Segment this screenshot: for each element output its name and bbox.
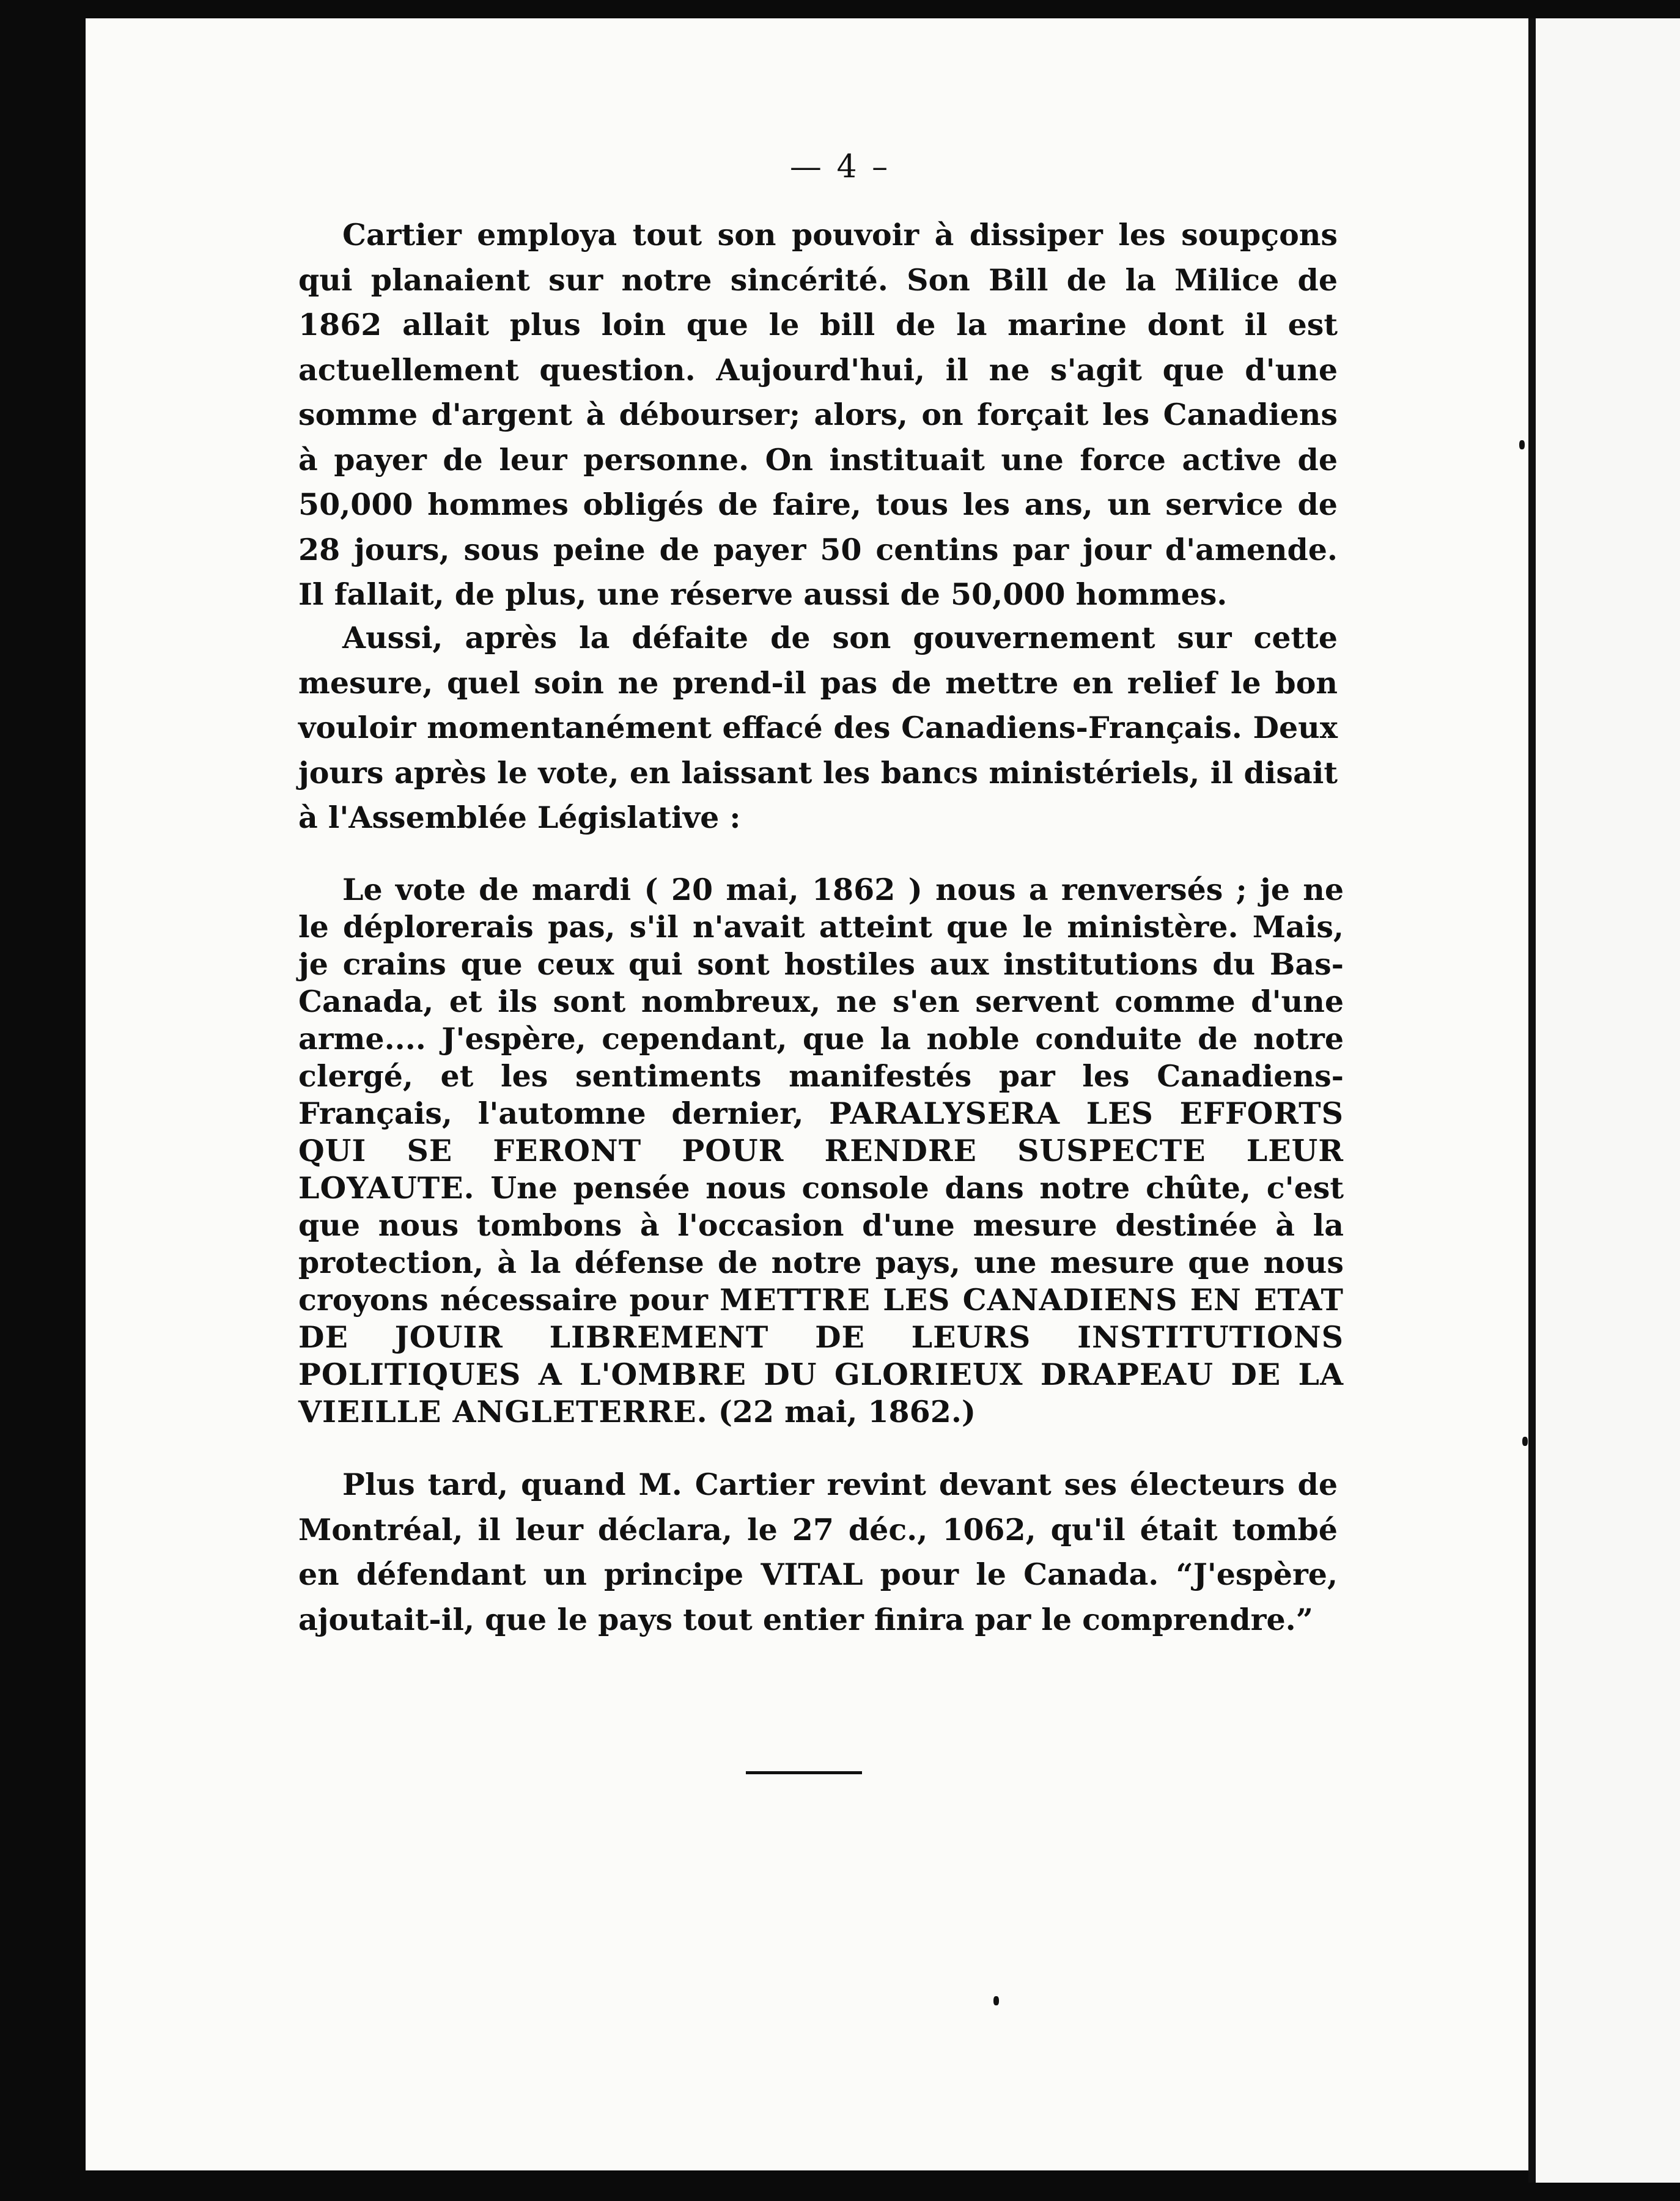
scan-speck [1522, 1437, 1528, 1446]
page-gutter [1528, 18, 1536, 2183]
paragraph-plus-tard: Plus tard, quand M. Cartier revint devant ses électeurs de Montréal, il leur déclara, le 27 déc., 1062, qu'il était tombé en défendant un principe VITAL pour le Canada. “J'espère, ajoutait-il, que le pays tout entier finira par le comprendre.” [298, 1467, 1338, 1637]
quote-caps-mettre: METTRE LES CANADIENS EN ETAT DE JOUIR LIBREMENT DE LEURS INSTITUTIONS POLITIQUES A L'OMBRE DU GLORIEUX DRAPEAU DE LA VIEILLE ANGLETERRE. [298, 1282, 1344, 1429]
quotation-22-mai-1862 [298, 871, 1344, 1431]
closing-rule [746, 1771, 862, 1774]
quote-caps-paralysera: PARALYSERA LES EFFORTS QUI SE FERONT POUR RENDRE SUSPECTE LEUR LOYAUTE. [298, 1096, 1344, 1206]
quote-date: (22 mai, 1862.) [707, 1394, 976, 1429]
scan-speck [1519, 440, 1525, 449]
paragraph-cartier-milice: Cartier employa tout son pouvoir à dissiper les soupçons qui planaient sur notre sincérité. Son Bill de la Milice de 1862 allait plus loin que le bill de la marine dont il est actuellement question. Aujourd'hui, il ne s'agit que d'une somme d'argent à débourser; alors, on forçait les Canadiens à payer de leur personne. On instituait une force active de 50,000 hommes obligés de faire, tous les ans, un service de 28 jours, sous peine de payer 50 centins par jour d'amende. Il fallait, de plus, une réserve aussi de 50,000 hommes. [298, 217, 1338, 612]
next-page-edge [1536, 18, 1680, 2183]
page-number: — 4 – [789, 149, 891, 185]
quote-text-part-2: Une pensée nous console dans notre chûte, c'est que nous tombons à l'occasion d'une mesure destinée à la protection, à la défense de notre pays, une mesure que nous croyons nécessaire pour [298, 1170, 1344, 1318]
scan-speck [993, 1996, 999, 2005]
quote-text-part-1: Le vote de mardi ( 20 mai, 1862 ) nous a renversés ; je ne le déplorerais pas, s'il n'avait atteint que le ministère. Mais, je crains que ceux qui sont hostiles aux institutions du Bas-Canada, et ils sont nombreux, ne s'en servent comme d'une arme.... J'espère, cependant, que la noble conduite de notre clergé, et les sentiments manifestés par les Canadiens-Français, l'automne dernier, [298, 872, 1344, 1131]
paragraph-defaite: Aussi, après la défaite de son gouvernement sur cette mesure, quel soin ne prend-il pas de mettre en relief le bon vouloir momentanément effacé des Canadiens-Français. Deux jours après le vote, en laissant les bancs ministériels, il disait à l'Assemblée Législative : [298, 620, 1338, 835]
